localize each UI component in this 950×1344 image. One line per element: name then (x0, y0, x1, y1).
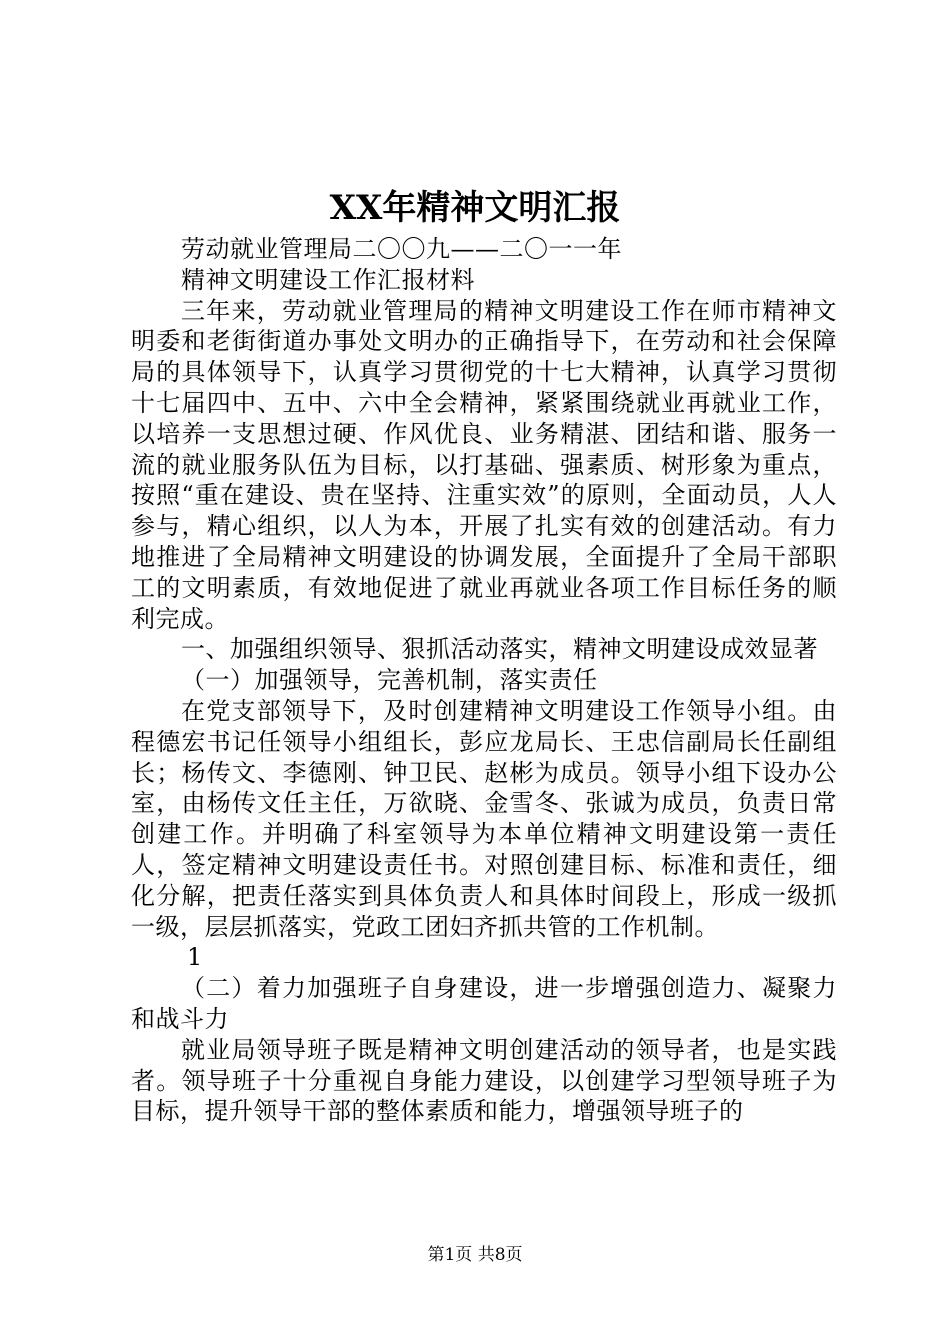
section-heading-1: 一、加强组织领导、狠抓活动落实，精神文明建设成效显著 (181, 635, 818, 664)
subsection-heading-2: （二）着力加强班子自身建设，进一步增强创造力、凝聚力和战斗力 (131, 974, 837, 1033)
body-paragraph-1: 在党支部领导下，及时创建精神文明建设工作领导小组。由程德宏书记任领导小组组长，彭应龙局长、王忠信副局长任副组长；杨传文、李德刚、钟卫民、赵彬为成员。领导小组下设办公室，由杨传文任主任，万欲晓、金雪冬、张诚为成员，负责日常创建工作。并明确了科室领导为本单位精神文明建设第一责任人，签定精神文明建设责任书。对照创建目标、标准和责任，细化分解，把责任落实到具体负责人和具体时间段上，形成一级抓一级，层层抓落实，党政工团妇齐抓共管的工作机制。 (131, 696, 837, 941)
page-footer: 第1页 共8页 (427, 1245, 523, 1265)
document-body (131, 234, 837, 1127)
inline-page-marker: 1 (187, 943, 203, 972)
subtitle-line-2: 精神文明建设工作汇报材料 (181, 265, 475, 294)
subsection-heading-1: （一）加强领导，完善机制，落实责任 (181, 666, 598, 695)
body-paragraph-2: 就业局领导班子既是精神文明创建活动的领导者，也是实践者。领导班子十分重视自身能力建设，以创建学习型领导班子为目标，提升领导干部的整体素质和能力，增强领导班子的 (131, 1035, 837, 1126)
intro-paragraph: 三年来，劳动就业管理局的精神文明建设工作在师市精神文明委和老街街道办事处文明办的正确指导下，在劳动和社会保障局的具体领导下，认真学习贯彻党的十七大精神，认真学习贯彻十七届四中、五中、六中全会精神，紧紧围绕就业再就业工作，以培养一支思想过硬、作风优良、业务精湛、团结和谐、服务一流的就业服务队伍为目标，以打基础、强素质、树形象为重点，按照“重在建设、贵在坚持、注重实效”的原则，全面动员，人人参与，精心组织，以人为本，开展了扎实有效的创建活动。有力地推进了全局精神文明建设的协调发展，全面提升了全局干部职工的文明素质，有效地促进了就业再就业各项工作目标任务的顺利完成。 (131, 296, 837, 633)
subtitle-line-1: 劳动就业管理局二〇〇九——二〇一一年 (181, 235, 622, 263)
document-title: XX年精神文明汇报 (329, 188, 621, 228)
